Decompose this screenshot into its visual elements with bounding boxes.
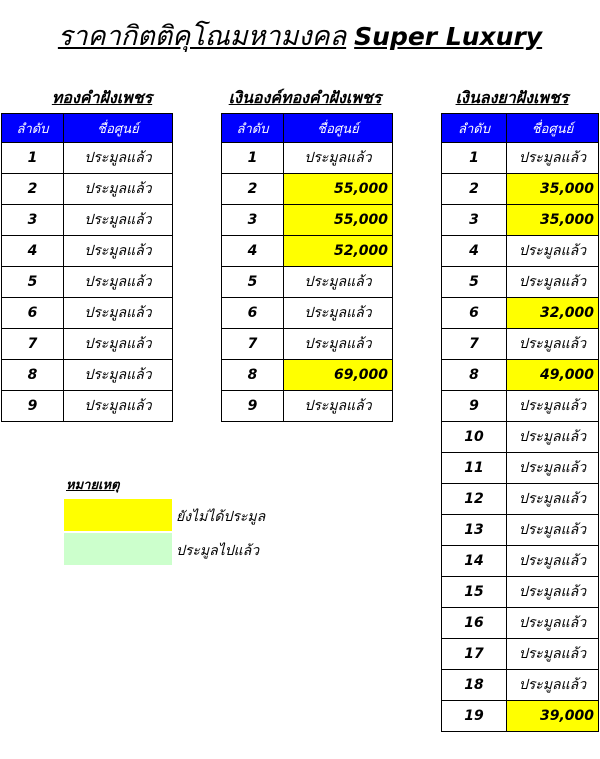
price-value: 55,000 — [284, 174, 393, 205]
status-value: ประมูลแล้ว — [64, 267, 173, 298]
table-row — [442, 608, 599, 639]
gold-price-table — [1, 113, 173, 422]
section-title-gold: ทองคำฝังเพชร — [51, 88, 153, 107]
status-value: ประมูลแล้ว — [64, 143, 173, 174]
page-title-thai: ราคากิตติคุโณมหามงคล — [57, 21, 347, 52]
status-value: ประมูลแล้ว — [284, 391, 393, 422]
status-value: ประมูลแล้ว — [64, 329, 173, 360]
item-number: 8 — [222, 360, 284, 391]
page-title — [0, 14, 600, 57]
table-row — [442, 360, 599, 391]
table-row — [2, 329, 173, 360]
table-row — [2, 391, 173, 422]
item-number: 2 — [222, 174, 284, 205]
legend-label-done: ประมูลไปแล้ว — [176, 543, 260, 559]
table-row — [442, 391, 599, 422]
table-row — [222, 360, 393, 391]
status-value: ประมูลแล้ว — [507, 329, 599, 360]
table-row — [442, 701, 599, 732]
page-title-english: Super Luxury — [354, 22, 543, 51]
table-row — [2, 360, 173, 391]
price-value: 52,000 — [284, 236, 393, 267]
status-value: ประมูลแล้ว — [284, 298, 393, 329]
section-title-enamel: เงินลงยาฝังเพชร — [455, 88, 569, 107]
table-row — [222, 236, 393, 267]
enamel-price-table — [441, 113, 599, 732]
status-value: ประมูลแล้ว — [284, 143, 393, 174]
item-number: 4 — [442, 236, 507, 267]
item-number: 10 — [442, 422, 507, 453]
table-row — [442, 484, 599, 515]
item-number: 7 — [222, 329, 284, 360]
legend-title: หมายเหตุ — [66, 478, 120, 493]
table-row — [222, 205, 393, 236]
status-value: ประมูลแล้ว — [507, 577, 599, 608]
price-value: 49,000 — [507, 360, 599, 391]
legend-label-pending: ยังไม่ได้ประมูล — [176, 509, 266, 525]
column-header-center: ชื่อศูนย์ — [64, 114, 173, 143]
table-row — [2, 236, 173, 267]
item-number: 7 — [2, 329, 64, 360]
status-value: ประมูลแล้ว — [284, 329, 393, 360]
status-value: ประมูลแล้ว — [507, 391, 599, 422]
item-number: 17 — [442, 639, 507, 670]
table-row — [442, 267, 599, 298]
table-row — [2, 143, 173, 174]
status-value: ประมูลแล้ว — [64, 236, 173, 267]
item-number: 2 — [2, 174, 64, 205]
column-header-no: ลำดับ — [2, 114, 64, 143]
item-number: 16 — [442, 608, 507, 639]
price-value: 32,000 — [507, 298, 599, 329]
table-row — [442, 329, 599, 360]
table-row — [442, 639, 599, 670]
item-number: 6 — [2, 298, 64, 329]
status-value: ประมูลแล้ว — [64, 360, 173, 391]
table-row — [442, 205, 599, 236]
item-number: 6 — [442, 298, 507, 329]
price-value: 55,000 — [284, 205, 393, 236]
item-number: 15 — [442, 577, 507, 608]
status-value: ประมูลแล้ว — [64, 174, 173, 205]
item-number: 9 — [222, 391, 284, 422]
status-value: ประมูลแล้ว — [507, 608, 599, 639]
silver-gold-price-table — [221, 113, 393, 422]
legend-swatch-done — [64, 533, 172, 565]
column-header-center: ชื่อศูนย์ — [284, 114, 393, 143]
item-number: 8 — [442, 360, 507, 391]
status-value: ประมูลแล้ว — [507, 267, 599, 298]
item-number: 2 — [442, 174, 507, 205]
status-value: ประมูลแล้ว — [507, 670, 599, 701]
item-number: 1 — [442, 143, 507, 174]
item-number: 8 — [2, 360, 64, 391]
table-row — [222, 391, 393, 422]
item-number: 3 — [222, 205, 284, 236]
status-value: ประมูลแล้ว — [507, 453, 599, 484]
table-row — [442, 577, 599, 608]
status-value: ประมูลแล้ว — [64, 298, 173, 329]
status-value: ประมูลแล้ว — [64, 205, 173, 236]
table-row — [2, 205, 173, 236]
table-row — [2, 298, 173, 329]
item-number: 6 — [222, 298, 284, 329]
item-number: 7 — [442, 329, 507, 360]
item-number: 13 — [442, 515, 507, 546]
table-row — [442, 546, 599, 577]
item-number: 3 — [442, 205, 507, 236]
table-row — [222, 143, 393, 174]
item-number: 9 — [2, 391, 64, 422]
item-number: 5 — [442, 267, 507, 298]
item-number: 18 — [442, 670, 507, 701]
item-number: 14 — [442, 546, 507, 577]
status-value: ประมูลแล้ว — [64, 391, 173, 422]
status-value: ประมูลแล้ว — [284, 267, 393, 298]
status-value: ประมูลแล้ว — [507, 143, 599, 174]
item-number: 1 — [222, 143, 284, 174]
table-row — [222, 174, 393, 205]
table-row — [442, 298, 599, 329]
table-row — [442, 515, 599, 546]
item-number: 4 — [2, 236, 64, 267]
table-row — [2, 174, 173, 205]
status-value: ประมูลแล้ว — [507, 639, 599, 670]
item-number: 9 — [442, 391, 507, 422]
status-value: ประมูลแล้ว — [507, 515, 599, 546]
item-number: 4 — [222, 236, 284, 267]
item-number: 5 — [2, 267, 64, 298]
table-row — [442, 236, 599, 267]
table-row — [442, 143, 599, 174]
column-header-center: ชื่อศูนย์ — [507, 114, 599, 143]
table-row — [442, 422, 599, 453]
table-row — [222, 329, 393, 360]
column-header-no: ลำดับ — [222, 114, 284, 143]
price-value: 35,000 — [507, 205, 599, 236]
item-number: 1 — [2, 143, 64, 174]
table-row — [442, 670, 599, 701]
price-value: 39,000 — [507, 701, 599, 732]
status-value: ประมูลแล้ว — [507, 546, 599, 577]
item-number: 5 — [222, 267, 284, 298]
item-number: 3 — [2, 205, 64, 236]
table-row — [222, 267, 393, 298]
price-value: 35,000 — [507, 174, 599, 205]
item-number: 19 — [442, 701, 507, 732]
column-header-no: ลำดับ — [442, 114, 507, 143]
price-value: 69,000 — [284, 360, 393, 391]
status-value: ประมูลแล้ว — [507, 236, 599, 267]
status-value: ประมูลแล้ว — [507, 422, 599, 453]
item-number: 11 — [442, 453, 507, 484]
legend-swatch-pending — [64, 499, 172, 531]
status-value: ประมูลแล้ว — [507, 484, 599, 515]
table-row — [442, 174, 599, 205]
table-row — [442, 453, 599, 484]
item-number: 12 — [442, 484, 507, 515]
table-row — [222, 298, 393, 329]
section-title-silver-gold: เงินองค์ทองคำฝังเพชร — [228, 88, 382, 107]
table-row — [2, 267, 173, 298]
